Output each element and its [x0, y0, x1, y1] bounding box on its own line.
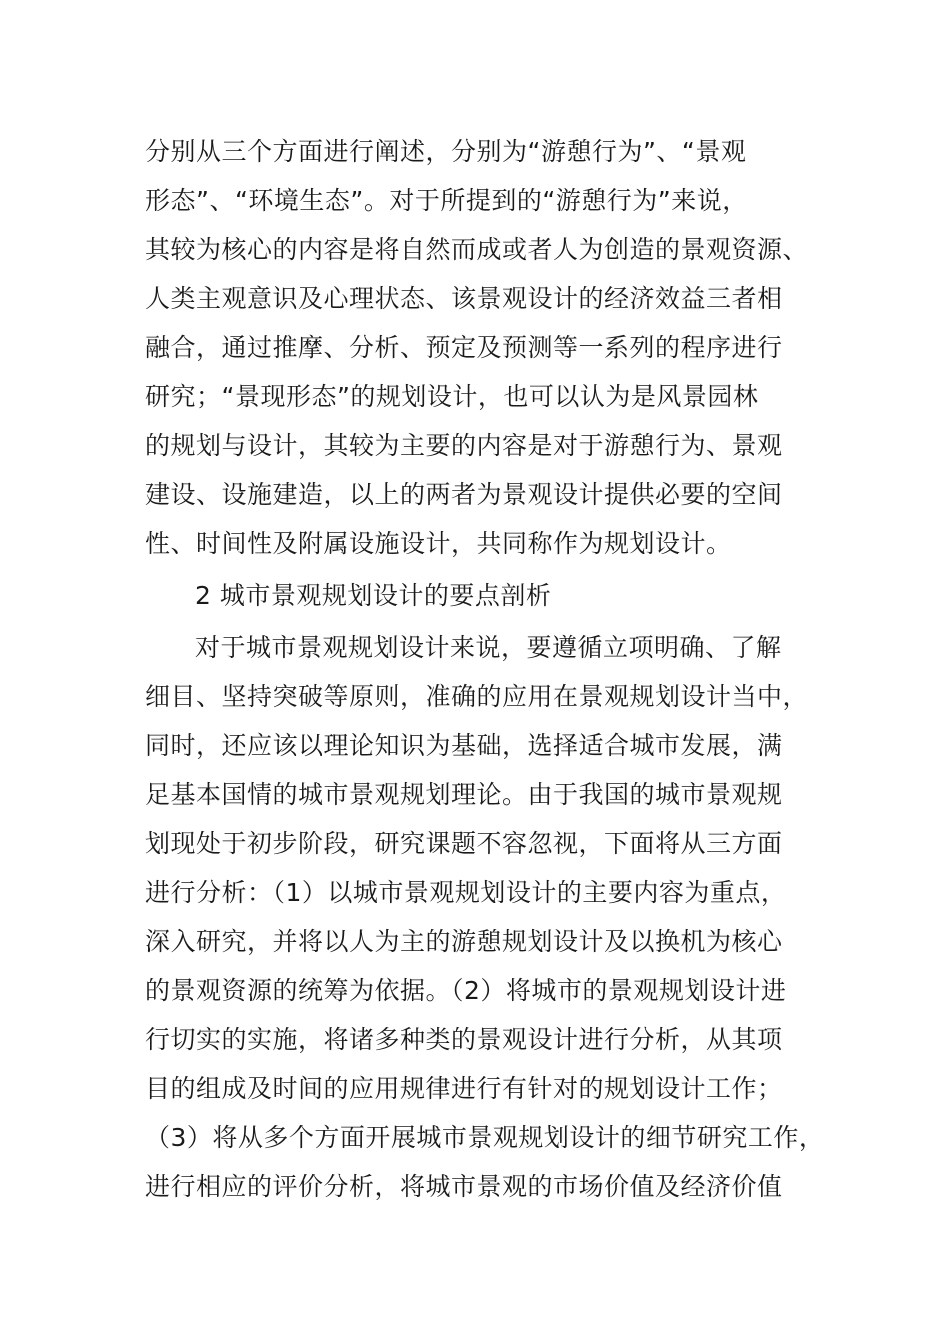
- text-line: 行切实的实施，将诸多种类的景观设计进行分析，从其项: [145, 1025, 783, 1054]
- text-line: 足基本国情的城市景观规划理论。由于我国的城市景观规: [145, 780, 783, 809]
- text-line: 融合，通过推摩、分析、预定及预测等一系列的程序进行: [145, 333, 783, 362]
- text-line: 研究；“景现形态”的规划设计，也可以认为是风景园林: [145, 382, 759, 411]
- text-line: 进行相应的评价分析，将城市景观的市场价值及经济价值: [145, 1172, 783, 1201]
- text-line: 的规划与设计，其较为主要的内容是对于游憩行为、景观: [145, 431, 783, 460]
- text-line: 对于城市景观规划设计来说，要遵循立项明确、了解: [195, 633, 782, 662]
- text-line: 深入研究，并将以人为主的游憩规划设计及以换机为核心: [145, 927, 783, 956]
- text-line: 性、时间性及附属设施设计，共同称作为规划设计。: [145, 529, 732, 558]
- text-line: 的景观资源的统筹为依据。（2）将城市的景观规划设计进: [145, 976, 787, 1005]
- text-line: （3）将从多个方面开展城市景观规划设计的细节研究工作，: [145, 1123, 825, 1152]
- section-heading: 2 城市景观规划设计的要点剖析: [195, 581, 552, 610]
- text-line: 进行分析：（1）以城市景观规划设计的主要内容为重点，: [145, 878, 787, 907]
- text-line: 人类主观意识及心理状态、该景观设计的经济效益三者相: [145, 284, 783, 313]
- text-line: 目的组成及时间的应用规律进行有针对的规划设计工作；: [145, 1074, 783, 1103]
- text-line: 形态”、“环境生态”。对于所提到的“游憩行为”来说，: [145, 186, 748, 215]
- text-line: 其较为核心的内容是将自然而成或者人为创造的景观资源、: [145, 235, 809, 264]
- text-line: 划现处于初步阶段，研究课题不容忽视，下面将从三方面: [145, 829, 783, 858]
- text-line: 建设、设施建造，以上的两者为景观设计提供必要的空间: [145, 480, 783, 509]
- text-line: 细目、坚持突破等原则，准确的应用在景观规划设计当中，: [145, 682, 809, 711]
- text-line: 同时，还应该以理论知识为基础，选择适合城市发展，满: [145, 731, 783, 760]
- text-line: 分别从三个方面进行阐述，分别为“游憩行为”、“景观: [145, 137, 747, 166]
